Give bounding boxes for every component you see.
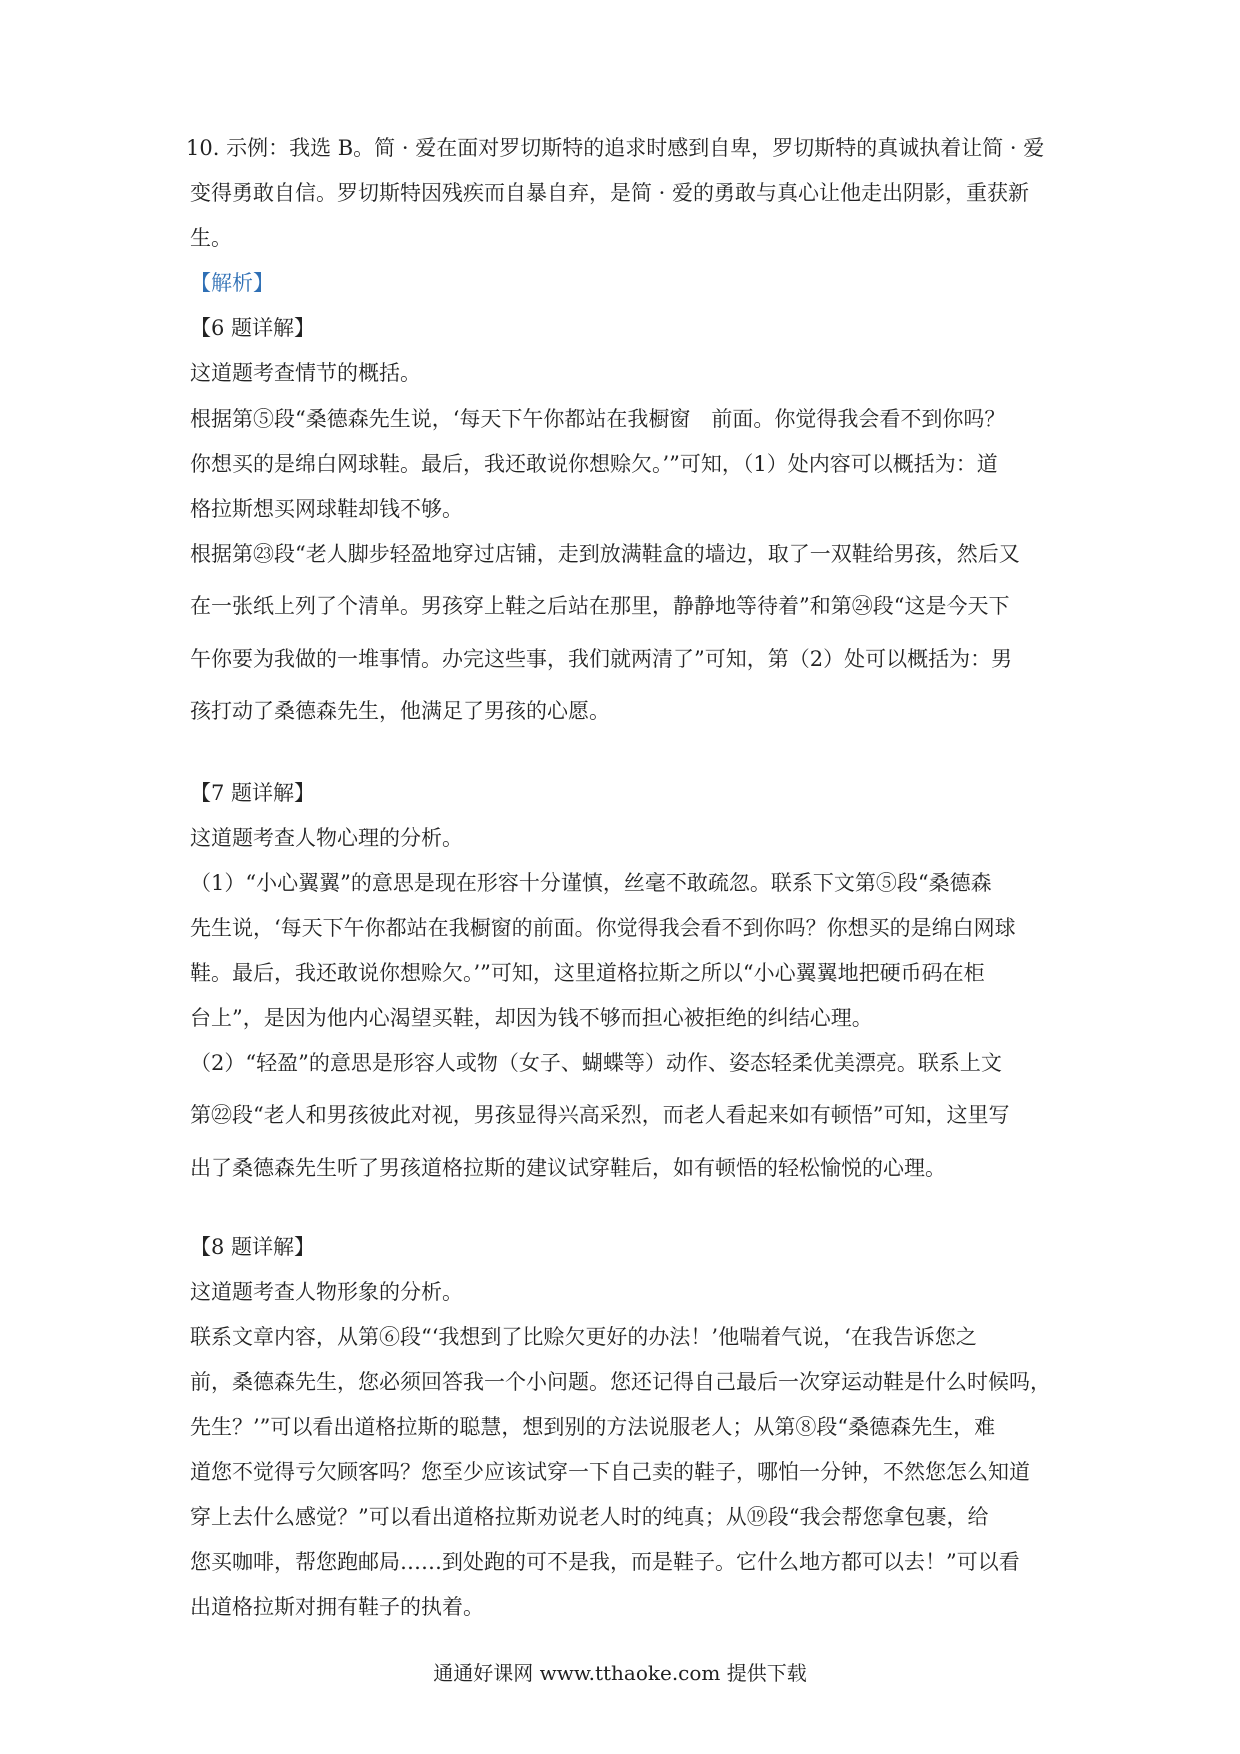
q7-line: （1）“小心翼翼”的意思是现在形容十分谨慎，丝毫不敢疏忽。联系下文第⑤段“桑德森	[190, 871, 992, 895]
q8-line: 您买咖啡，帮您跑邮局……到处跑的可不是我，而是鞋子。它什么地方都可以去！”可以看	[190, 1550, 1020, 1574]
q10-answer-line-3: 生。	[190, 226, 232, 250]
q6-intro: 这道题考查情节的概括。	[190, 361, 421, 385]
q6-line: 在一张纸上列了个清单。男孩穿上鞋之后站在那里，静静地等待着”和第㉔段“这是今天下	[190, 594, 1010, 618]
q8-line: 联系文章内容，从第⑥段“‘我想到了比赊欠更好的办法！’他喘着气说，‘在我告诉您之	[190, 1325, 977, 1349]
q10-answer-line-2: 变得勇敢自信。罗切斯特因残疾而自暴自弃，是简 · 爱的勇敢与真心让他走出阴影，重获新	[190, 181, 1030, 205]
q8-line: 出道格拉斯对拥有鞋子的执着。	[190, 1595, 484, 1619]
q6-line: 格拉斯想买网球鞋却钱不够。	[190, 497, 463, 521]
q8-line: 道您不觉得亏欠顾客吗？您至少应该试穿一下自己卖的鞋子，哪怕一分钟，不然您怎么知道	[190, 1460, 1030, 1484]
q7-line: （2）“轻盈”的意思是形容人或物（女子、蝴蝶等）动作、姿态轻柔优美漂亮。联系上文	[190, 1051, 1002, 1075]
q8-line: 先生？’”可以看出道格拉斯的聪慧，想到别的方法说服老人；从第⑧段“桑德森先生，难	[190, 1415, 996, 1439]
q6-line: 孩打动了桑德森先生，他满足了男孩的心愿。	[190, 699, 610, 723]
q6-line: 根据第⑤段“桑德森先生说，‘每天下午你都站在我橱窗 前面。你觉得我会看不到你吗？	[190, 407, 1006, 431]
analysis-label: 【解析】	[190, 271, 274, 295]
q6-line: 你想买的是绵白网球鞋。最后，我还敢说你想赊欠。’”可知，（1）处内容可以概括为：道	[190, 452, 998, 476]
q7-line: 第㉒段“老人和男孩彼此对视，男孩显得兴高采烈，而老人看起来如有顿悟”可知，这里写	[190, 1103, 1010, 1127]
q8-line: 穿上去什么感觉？”可以看出道格拉斯劝说老人时的纯真；从⑲段“我会帮您拿包裹，给	[190, 1505, 989, 1529]
q7-line: 出了桑德森先生听了男孩道格拉斯的建议试穿鞋后，如有顿悟的轻松愉悦的心理。	[190, 1156, 946, 1180]
q6-heading: 【6 题详解】	[190, 316, 316, 340]
q7-line: 台上”，是因为他内心渴望买鞋，却因为钱不够而担心被拒绝的纠结心理。	[190, 1006, 873, 1030]
q7-line: 鞋。最后，我还敢说你想赊欠。’”可知，这里道格拉斯之所以“小心翼翼地把硬币码在柜	[190, 961, 985, 985]
q6-line: 根据第㉓段“老人脚步轻盈地穿过店铺，走到放满鞋盒的墙边，取了一双鞋给男孩，然后又	[190, 542, 1020, 566]
q8-intro: 这道题考查人物形象的分析。	[190, 1280, 463, 1304]
q7-intro: 这道题考查人物心理的分析。	[190, 826, 463, 850]
q8-line: 前，桑德森先生，您必须回答我一个小问题。您还记得自己最后一次穿运动鞋是什么时候吗，	[190, 1370, 1051, 1394]
q7-line: 先生说，‘每天下午你都站在我橱窗的前面。你觉得我会看不到你吗？你想买的是绵白网球	[190, 916, 1016, 940]
q8-heading: 【8 题详解】	[190, 1235, 316, 1259]
q6-line: 午你要为我做的一堆事情。办完这些事，我们就两清了”可知，第（2）处可以概括为：男	[190, 647, 1013, 671]
page-footer: 通通好课网 www.tthaoke.com 提供下载	[433, 1661, 807, 1685]
q10-answer-line-1: 10. 示例：我选 B。简 · 爱在面对罗切斯特的追求时感到自卑，罗切斯特的真诚执着让简 · 爱	[186, 136, 1045, 160]
q7-heading: 【7 题详解】	[190, 781, 316, 805]
